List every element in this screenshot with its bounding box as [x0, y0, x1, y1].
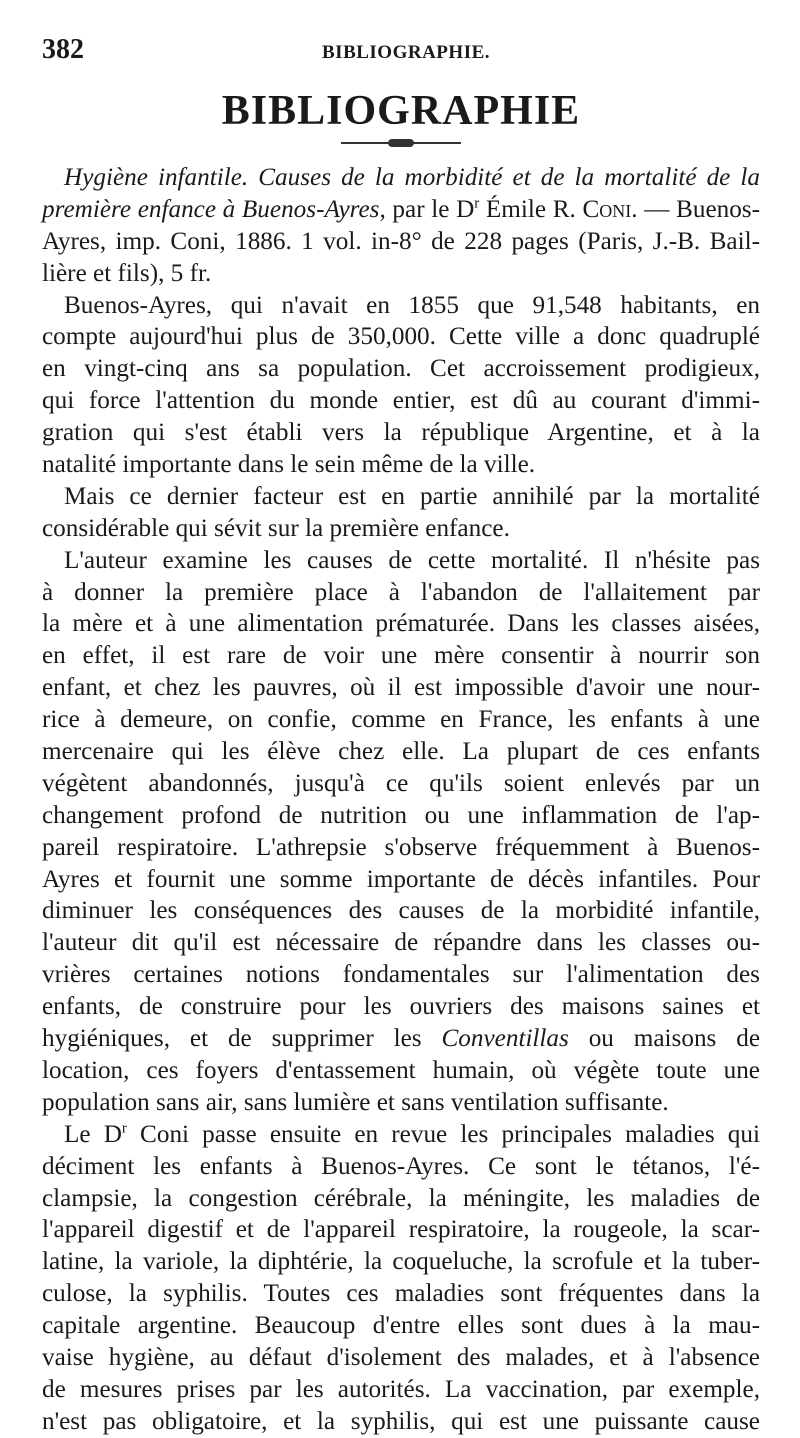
text-segment: L'auteur examine les causes de cette mortalité. Il n'hésite pas [64, 546, 760, 574]
text-line [42, 449, 760, 481]
text-line [42, 864, 760, 896]
running-title: BIBLIOGRAPHIE. [322, 42, 491, 63]
text-line [42, 736, 760, 768]
running-head [42, 34, 760, 84]
text-segment: gration qui s'est établi vers la république Argentine, et à la [42, 419, 760, 447]
text-line [42, 895, 760, 927]
text-segment: en effet, il est rare de voir une mère consentir à nourrir son [42, 642, 760, 670]
text-segment: mercenaire qui les élève chez elle. La plupart de ces enfants [42, 738, 760, 766]
text-line [42, 577, 760, 609]
text-line [42, 704, 760, 736]
text-segment: capitale argentine. Beaucoup d'entre elles sont dues à la mau- [42, 1312, 760, 1340]
text-line [42, 353, 760, 385]
text-line [42, 1374, 760, 1406]
text-segment: Ayres et fournit une somme importante de décès infantiles. Pour [42, 865, 760, 893]
text-segment: l'auteur dit qu'il est nécessaire de répandre dans les classes ou- [42, 929, 760, 957]
text-segment: diminuer les conséquences des causes de la morbidité infantile, [42, 897, 760, 925]
text-segment: ou maisons de [568, 1025, 760, 1053]
section-title: BIBLIOGRAPHIE [221, 88, 581, 134]
text-line [42, 832, 760, 864]
text-segment: Hygiène infantile. Causes de la morbidité et de la mortalité de la [64, 164, 760, 191]
text-segment: de mesures prises par les autorités. La vaccination, par exemple, [42, 1375, 760, 1403]
text-segment: l'appareil digestif et de l'appareil respiratoire, la rougeole, la scar- [42, 1216, 760, 1244]
text-line [42, 513, 760, 545]
text-line [42, 1278, 760, 1310]
text-segment: enfants, de construire pour les ouvriers des maisons saines et [42, 993, 760, 1021]
text-segment: pareil respiratoire. L'athrepsie s'observe fréquemment à Buenos- [42, 833, 760, 861]
text-segment: . — Buenos- [631, 195, 761, 223]
text-line [42, 608, 760, 640]
text-segment: population sans air, sans lumière et sans ventilation suffisante. [42, 1088, 669, 1116]
text-line [42, 1406, 760, 1438]
text-segment: végètent abandonnés, jusqu'à ce qu'ils soient enlevés par un [42, 769, 760, 797]
text-line [42, 1151, 760, 1183]
text-line [42, 258, 760, 290]
text-line [42, 162, 760, 194]
text-line [42, 1246, 760, 1278]
text-segment: Mais ce dernier facteur est en partie annihilé par la mortalité [64, 482, 760, 510]
body-text [42, 162, 760, 1438]
text-segment: déciment les enfants à Buenos-Ayres. Ce sont le tétanos, l'é- [42, 1152, 760, 1180]
text-line [42, 991, 760, 1023]
text-line [42, 768, 760, 800]
text-line [42, 1087, 760, 1119]
text-line [42, 1214, 760, 1246]
text-segment: enfant, et chez les pauvres, où il est impossible d'avoir une nour- [42, 674, 760, 702]
text-segment: considérable qui sévit sur la première enfance. [42, 514, 510, 542]
text-segment: la mère et à une alimentation prématurée. Dans les classes aisées, [42, 610, 760, 638]
text-segment: Buenos-Ayres, qui n'avait en 1855 que 91,548 habitants, en [64, 291, 760, 319]
text-line [42, 1023, 760, 1055]
text-segment: location, ces foyers d'entassement humain, où végète toute une [42, 1056, 760, 1084]
text-segment: vrières certaines notions fondamentales sur l'alimentation des [42, 961, 760, 989]
text-line [42, 1183, 760, 1215]
text-line [42, 1310, 760, 1342]
text-line [42, 226, 760, 258]
text-line [42, 481, 760, 513]
text-segment: natalité importante dans le sein même de la ville. [42, 451, 536, 479]
text-segment: Coni [582, 195, 632, 223]
text-segment: r [121, 1120, 127, 1137]
text-segment: Émile R. [479, 195, 583, 223]
text-segment: clampsie, la congestion cérébrale, la méningite, les maladies de [42, 1184, 760, 1212]
text-segment: Conventillas [441, 1025, 569, 1053]
text-segment: vaise hygiène, au défaut d'isolement des malades, et à l'absence [42, 1343, 760, 1371]
text-segment: culose, la syphilis. Toutes ces maladies sont fréquentes dans la [42, 1280, 760, 1308]
text-segment: en vingt-cinq ans sa population. Cet accroissement prodigieux, [42, 355, 760, 383]
text-segment: lière et fils), 5 fr. [42, 259, 212, 287]
text-line [42, 1119, 760, 1151]
text-line [42, 959, 760, 991]
text-line [42, 385, 760, 417]
text-segment: changement profond de nutrition ou une inflammation de l'ap- [42, 801, 760, 829]
text-line [42, 417, 760, 449]
text-line [42, 927, 760, 959]
text-segment: qui force l'attention du monde entier, est dû au courant d'immi- [42, 387, 760, 415]
text-line [42, 1342, 760, 1374]
text-segment: rice à demeure, on confie, comme en France, les enfants à une [42, 706, 760, 734]
text-segment: hygiéniques, et de supprimer les [42, 1025, 442, 1053]
text-segment: par le D [385, 195, 475, 223]
text-segment: Le D [64, 1120, 122, 1148]
text-segment: latine, la variole, la diphtérie, la coqueluche, la scrofule et la tuber- [42, 1248, 760, 1276]
text-segment: Coni passe ensuite en revue les principales maladies qui [126, 1120, 760, 1148]
text-line [42, 672, 760, 704]
text-line [42, 321, 760, 353]
text-segment: première enfance à Buenos-Ayres, [42, 195, 386, 223]
text-segment: à donner la première place à l'abandon de l'allaitement par [42, 578, 760, 606]
text-segment: r [474, 195, 480, 212]
text-line [42, 800, 760, 832]
text-line [42, 640, 760, 672]
text-line [42, 545, 760, 577]
page-number: 382 [42, 34, 84, 65]
text-segment: Ayres, imp. Coni, 1886. 1 vol. in-8° de 228 pages (Paris, J.-B. Bail- [42, 227, 760, 255]
text-line [42, 1055, 760, 1087]
text-line [42, 290, 760, 322]
text-segment: n'est pas obligatoire, et la syphilis, qui est une puissante cause [42, 1407, 760, 1435]
text-segment: compte aujourd'hui plus de 350,000. Cette ville a donc quadruplé [42, 323, 760, 351]
text-line [42, 194, 760, 226]
ornamental-rule [341, 142, 461, 144]
